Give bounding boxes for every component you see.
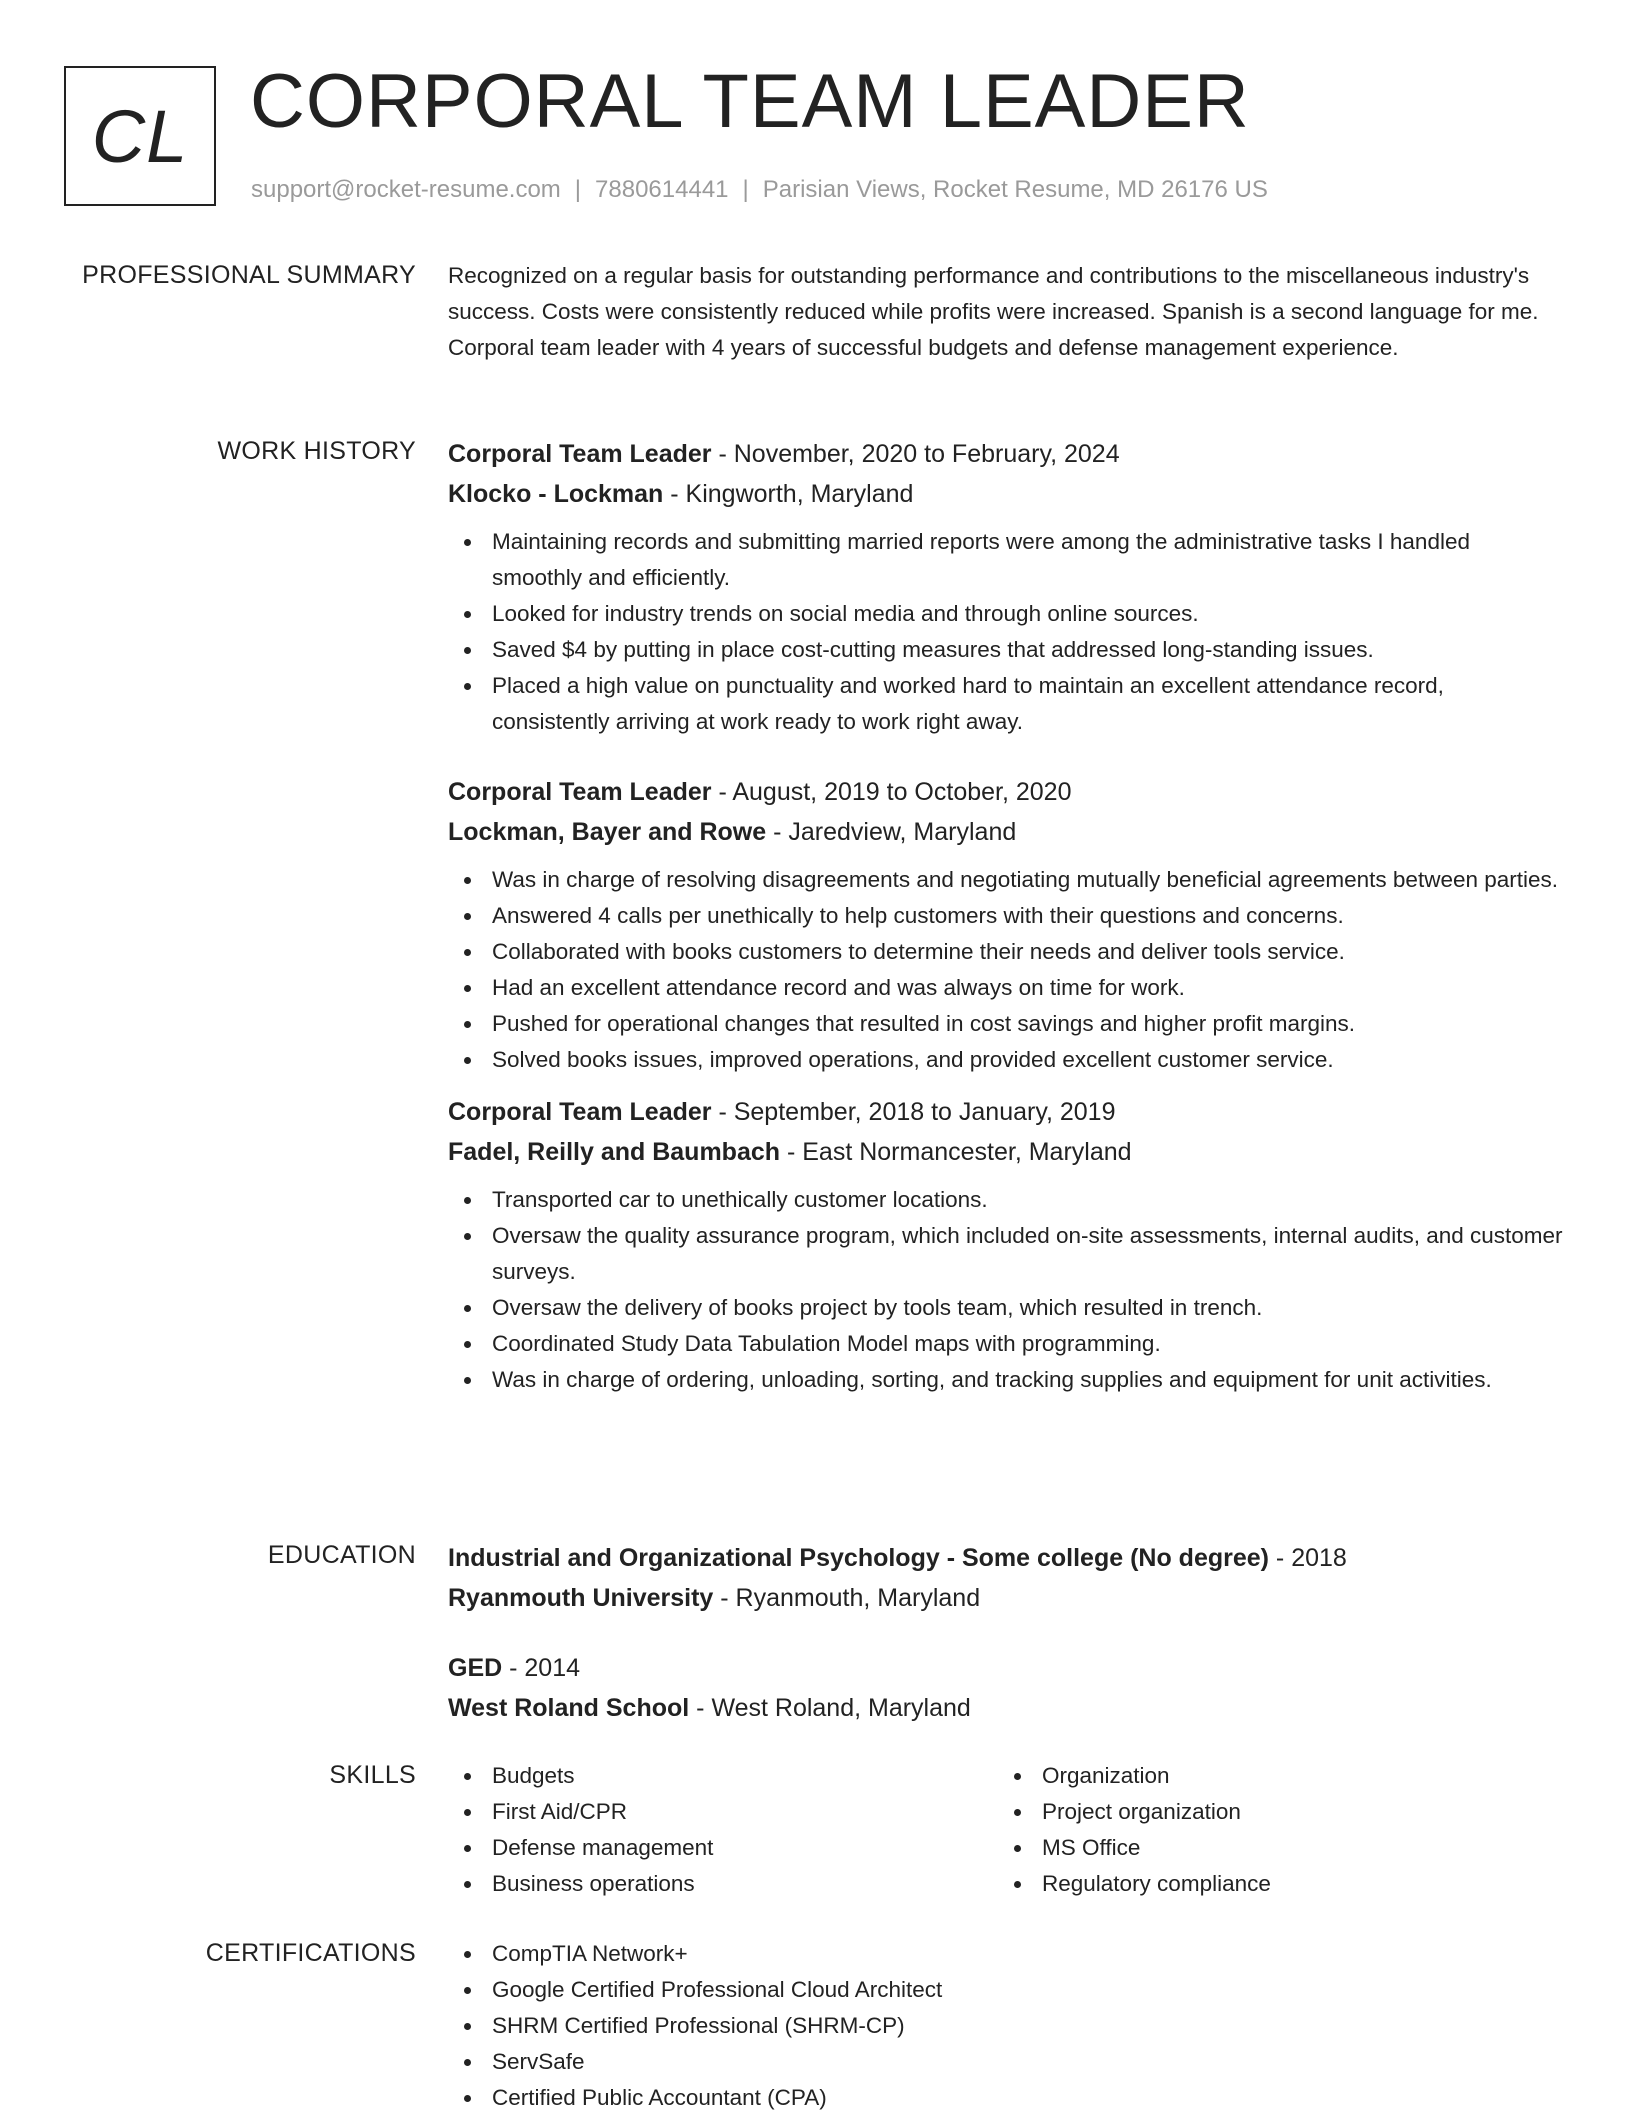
certifications-list xyxy=(448,1936,1566,2116)
job-bullet: Oversaw the delivery of books project by tools team, which resulted in trench. xyxy=(448,1290,1566,1326)
job-dates: - September, 2018 to January, 2019 xyxy=(711,1098,1116,1126)
skill-item: Budgets xyxy=(448,1758,998,1794)
skills-body xyxy=(448,1758,1566,1902)
job-bullets xyxy=(448,1182,1566,1398)
contact-address: Parisian Views, Rocket Resume, MD 26176 US xyxy=(762,176,1268,203)
skills-list xyxy=(448,1758,998,1902)
contact-separator: | xyxy=(742,176,749,203)
education-degree: GED xyxy=(448,1654,503,1682)
certification-item: Google Certified Professional Cloud Architect xyxy=(448,1972,1566,2008)
job-title-line xyxy=(448,1092,1566,1132)
monogram-initials: CL xyxy=(91,94,189,178)
skills-list xyxy=(998,1758,1548,1902)
skill-item: First Aid/CPR xyxy=(448,1794,998,1830)
job-bullet: Saved $4 by putting in place cost-cutting measures that addressed long-standing issues. xyxy=(448,632,1566,668)
job-bullet: Was in charge of ordering, unloading, sorting, and tracking supplies and equipment for unit activities. xyxy=(448,1362,1566,1398)
job-title-line xyxy=(448,434,1566,474)
skill-item: Defense management xyxy=(448,1830,998,1866)
skill-item: Regulatory compliance xyxy=(998,1866,1548,1902)
education-entry xyxy=(448,1538,1566,1618)
education-school: West Roland School xyxy=(448,1694,690,1722)
education-entry xyxy=(448,1648,1566,1728)
job-title: Corporal Team Leader xyxy=(448,440,712,468)
certifications-body xyxy=(448,1936,1566,2116)
job-bullet: Oversaw the quality assurance program, which included on-site assessments, internal audits, and customer surveys. xyxy=(448,1218,1566,1290)
job-location: - Kingworth, Maryland xyxy=(663,480,914,508)
summary-text: Recognized on a regular basis for outstanding performance and contributions to the miscellaneous industry's success. Costs were consistently reduced while profits were increased. Spanish is a second language for me. Corporal team leader with 4 years of successful budgets and defense management experience. xyxy=(448,263,1539,360)
contact-line xyxy=(251,175,1268,205)
job-dates: - November, 2020 to February, 2024 xyxy=(711,440,1120,468)
contact-separator: | xyxy=(574,176,582,203)
job-bullet: Collaborated with books customers to determine their needs and deliver tools service. xyxy=(448,934,1566,970)
job-bullet: Was in charge of resolving disagreements and negotiating mutually beneficial agreements between parties. xyxy=(448,862,1566,898)
section-label-summary: PROFESSIONAL SUMMARY xyxy=(82,261,416,289)
contact-email: support@rocket-resume.com xyxy=(251,176,561,203)
job-bullet: Looked for industry trends on social media and through online sources. xyxy=(448,596,1566,632)
education-location: - West Roland, Maryland xyxy=(689,1694,971,1722)
resume-name: CORPORAL TEAM LEADER xyxy=(250,59,1250,144)
job-title: Corporal Team Leader xyxy=(448,778,712,806)
certification-item: SHRM Certified Professional (SHRM-CP) xyxy=(448,2008,1566,2044)
certification-item: ServSafe xyxy=(448,2044,1566,2080)
job-location: - Jaredview, Maryland xyxy=(766,818,1017,846)
job-company: Lockman, Bayer and Rowe xyxy=(448,818,767,846)
contact-phone: 7880614441 xyxy=(595,176,729,203)
job-bullets xyxy=(448,862,1566,1078)
job-company: Fadel, Reilly and Baumbach xyxy=(448,1138,781,1166)
job-bullet: Answered 4 calls per unethically to help customers with their questions and concerns. xyxy=(448,898,1566,934)
section-label-work-history: WORK HISTORY xyxy=(217,437,416,465)
job-dates: - August, 2019 to October, 2020 xyxy=(711,778,1072,806)
job-company-line xyxy=(448,812,1566,852)
education-degree-line xyxy=(448,1648,1566,1688)
work-history-body xyxy=(448,434,1566,1398)
job-bullet: Coordinated Study Data Tabulation Model maps with programming. xyxy=(448,1326,1566,1362)
job-bullet: Maintaining records and submitting married reports were among the administrative tasks I handled smoothly and efficiently. xyxy=(448,524,1566,596)
education-degree: Industrial and Organizational Psychology - Some college (No degree) xyxy=(448,1544,1269,1572)
job-entry xyxy=(448,434,1566,740)
summary-body xyxy=(448,258,1566,366)
section-label-certifications: CERTIFICATIONS xyxy=(205,1939,416,1967)
monogram-box xyxy=(64,66,216,206)
section-label-education: EDUCATION xyxy=(267,1541,416,1569)
job-entry xyxy=(448,1092,1566,1398)
job-title: Corporal Team Leader xyxy=(448,1098,712,1126)
certification-item: CompTIA Network+ xyxy=(448,1936,1566,1972)
skill-item: Project organization xyxy=(998,1794,1548,1830)
job-bullet: Had an excellent attendance record and was always on time for work. xyxy=(448,970,1566,1006)
education-school-line xyxy=(448,1578,1566,1618)
job-bullets xyxy=(448,524,1566,740)
education-school-line xyxy=(448,1688,1566,1728)
education-year: - 2014 xyxy=(502,1654,581,1682)
skill-item: Business operations xyxy=(448,1866,998,1902)
education-degree-line xyxy=(448,1538,1566,1578)
job-bullet: Placed a high value on punctuality and worked hard to maintain an excellent attendance record, consistently arriving at work ready to work right away. xyxy=(448,668,1566,740)
education-school: Ryanmouth University xyxy=(448,1584,714,1612)
job-company: Klocko - Lockman xyxy=(448,480,664,508)
skills-column-1 xyxy=(448,1758,998,1902)
education-body xyxy=(448,1538,1566,1728)
certification-item: Certified Public Accountant (CPA) xyxy=(448,2080,1566,2116)
education-location: - Ryanmouth, Maryland xyxy=(713,1584,981,1612)
job-bullet: Transported car to unethically customer locations. xyxy=(448,1182,1566,1218)
job-company-line xyxy=(448,1132,1566,1172)
skills-column-2 xyxy=(998,1758,1548,1902)
job-title-line xyxy=(448,772,1566,812)
job-bullet: Solved books issues, improved operations, and provided excellent customer service. xyxy=(448,1042,1566,1078)
skills-columns xyxy=(448,1758,1566,1902)
section-label-skills: SKILLS xyxy=(329,1761,416,1789)
job-bullet: Pushed for operational changes that resulted in cost savings and higher profit margins. xyxy=(448,1006,1566,1042)
skill-item: MS Office xyxy=(998,1830,1548,1866)
job-entry xyxy=(448,772,1566,1078)
job-company-line xyxy=(448,474,1566,514)
education-year: - 2018 xyxy=(1268,1544,1347,1572)
skill-item: Organization xyxy=(998,1758,1548,1794)
job-location: - East Normancester, Maryland xyxy=(780,1138,1132,1166)
